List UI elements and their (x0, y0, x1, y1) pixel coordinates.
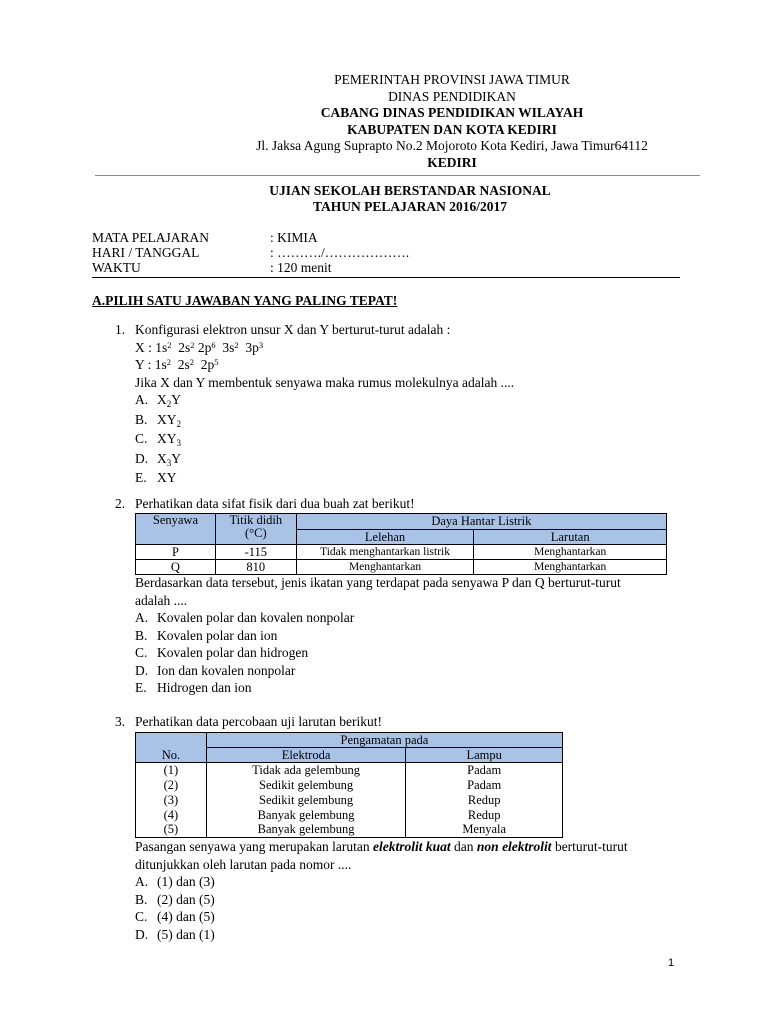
superscript: 6 (211, 339, 216, 350)
cell-lelehan: Menghantarkan (296, 560, 474, 575)
letterhead-line2: DINAS PENDIDIKAN (388, 88, 516, 104)
header-lelehan: Lelehan (296, 530, 474, 545)
table-row (136, 545, 667, 560)
superscript: 2 (190, 339, 195, 350)
question-emphasis: elektrolit kuat (373, 839, 451, 854)
option-text: Kovalen polar dan kovalen nonpolar (157, 610, 355, 625)
superscript: 2 (189, 357, 195, 367)
question-text: Jika X dan Y membentuk senyawa maka rumus molekulnya adalah .... (135, 374, 515, 390)
cell-lampu: Redup (406, 793, 563, 808)
option-text: $X_3Y$ (157, 450, 181, 468)
option-text: $X_2Y$ (157, 392, 181, 409)
option-letter: B. (135, 411, 148, 427)
question-number: 1. (115, 322, 126, 337)
cell-lelehan: Tidak menghantarkan listrik (296, 545, 474, 560)
option-b[interactable] (135, 627, 680, 645)
info-divider (92, 277, 680, 278)
cell-elektroda: Banyak gelembung (206, 823, 406, 838)
question-number: 3. (115, 714, 126, 729)
superscript: 2 (166, 357, 172, 367)
option-c[interactable] (135, 644, 680, 662)
header-pengamatan: Pengamatan pada (206, 733, 562, 748)
letterhead-line3: CABANG DINAS PENDIDIKAN WILAYAH (320, 105, 584, 120)
section-a-heading: A.PILIH SATU JAWABAN YANG PALING TEPAT! (92, 293, 398, 308)
question-number: 2. (115, 496, 126, 511)
option-text: XY (157, 470, 177, 485)
option-letter: E. (135, 470, 147, 485)
question-text-part: Pasangan senyawa yang merupakan larutan (135, 839, 374, 854)
config-term: 2p (197, 339, 212, 355)
config-term: 3p (245, 339, 259, 355)
table-row (136, 808, 563, 823)
option-letter: D. (135, 662, 149, 678)
option-text: Kovalen polar dan hidrogen (157, 645, 309, 660)
cell-elektroda: Sedikit gelembung (206, 778, 406, 793)
letterhead-line1: PEMERINTAH PROVINSI JAWA TIMUR (334, 72, 570, 87)
option-a[interactable] (135, 873, 680, 891)
config-y-prefix: Y : 1s (135, 357, 167, 372)
letterhead-address: Jl. Jaksa Agung Suprapto No.2 Mojoroto Kota Kediri, Jawa Timur64112 (256, 138, 648, 153)
exam-title-block (95, 183, 725, 215)
letterhead-line4: KABUPATEN DAN KOTA KEDIRI (347, 121, 557, 137)
option-letter: D. (135, 926, 149, 942)
option-letter: D. (135, 450, 149, 466)
cell-titik: 810 (215, 560, 296, 575)
cell-senyawa: Q (136, 560, 216, 575)
cell-larutan: Menghantarkan (474, 545, 667, 560)
config-term: 2p (200, 357, 215, 372)
option-b[interactable] (135, 411, 680, 431)
config-x-prefix: X : 1s (135, 339, 168, 355)
option-letter: B. (135, 891, 148, 907)
cell-elektroda: Banyak gelembung (206, 808, 406, 823)
cell-no: (5) (136, 823, 207, 838)
question-stem: Konfigurasi elektron unsur X dan Y berturut-turut adalah : (135, 322, 451, 337)
option-letter: A. (135, 610, 149, 625)
config-x (135, 339, 680, 357)
question-emphasis: non elektrolit (476, 839, 552, 854)
header-daya-hantar: Daya Hantar Listrik (296, 514, 666, 530)
option-text: $XY_2$ (157, 411, 181, 429)
header-titik-didih (215, 514, 296, 545)
option-text: $XY_3$ (157, 431, 181, 448)
letterhead-city: KEDIRI (427, 154, 477, 170)
config-term: 2s (178, 339, 191, 355)
info-value: : ………./………………. (270, 245, 410, 260)
option-e[interactable] (135, 469, 680, 487)
superscript: 3 (258, 339, 264, 350)
cell-titik: -115 (215, 545, 296, 560)
option-text: (5) dan (1) (157, 926, 215, 942)
info-row-date (92, 245, 409, 260)
exam-title: UJIAN SEKOLAH BERSTANDAR NASIONAL (269, 183, 551, 198)
option-text: Ion dan kovalen nonpolar (157, 662, 296, 678)
table-row (136, 763, 563, 778)
q3-data-table (135, 732, 563, 838)
superscript: 2 (167, 339, 172, 350)
cell-no: (3) (136, 793, 207, 808)
exam-year: TAHUN PELAJARAN 2016/2017 (312, 199, 507, 214)
cell-larutan: Menghantarkan (474, 560, 667, 575)
cell-lampu: Menyala (406, 823, 563, 838)
info-label: WAKTU (92, 260, 141, 275)
config-y (135, 356, 680, 374)
option-letter: C. (135, 431, 148, 446)
info-row-subject (92, 230, 409, 245)
option-b[interactable] (135, 891, 680, 909)
letterhead-divider (95, 175, 700, 176)
info-value: : 120 menit (270, 260, 332, 275)
exam-info (92, 230, 409, 275)
option-text: (1) dan (3) (157, 874, 215, 889)
table-row (136, 778, 563, 793)
option-text: (4) dan (5) (157, 909, 215, 924)
table-row (136, 823, 563, 838)
option-d[interactable] (135, 926, 680, 944)
option-a[interactable] (135, 609, 680, 627)
question-text-part: dan (450, 839, 477, 854)
cell-lampu: Redup (406, 808, 563, 823)
info-label: MATA PELAJARAN (92, 230, 210, 245)
question-stem: Perhatikan data percobaan uji larutan berikut! (135, 714, 383, 729)
cell-lampu: Padam (406, 763, 563, 778)
cell-no: (4) (136, 808, 207, 823)
config-term: 3s (222, 339, 235, 355)
option-text: (2) dan (5) (157, 891, 215, 907)
option-text: Kovalen polar dan ion (157, 627, 278, 643)
header-larutan: Larutan (474, 530, 667, 545)
q2-data-table (135, 513, 667, 575)
cell-no: (2) (136, 778, 207, 793)
question-text (135, 838, 655, 873)
question-text: Berdasarkan data tersebut, jenis ikatan yang terdapat pada senyawa P dan Q berturut-turut adalah .... (135, 575, 621, 608)
info-row-time (92, 260, 409, 275)
letterhead (222, 72, 682, 171)
option-letter: A. (135, 874, 149, 889)
cell-elektroda: Sedikit gelembung (206, 793, 406, 808)
option-c[interactable] (135, 908, 680, 926)
question-stem: Perhatikan data sifat fisik dari dua buah zat berikut! (135, 496, 415, 511)
header-titik-label: Titik didih (229, 513, 283, 527)
superscript: 2 (234, 339, 239, 350)
cell-senyawa: P (136, 545, 216, 560)
option-letter: B. (135, 627, 148, 643)
cell-elektroda: Tidak ada gelembung (206, 763, 406, 778)
option-a[interactable] (135, 391, 680, 411)
info-label: HARI / TANGGAL (92, 245, 200, 260)
page-number: 1 (668, 957, 675, 969)
header-elektroda: Elektroda (206, 748, 406, 763)
header-no: No. (136, 733, 207, 763)
superscript: 5 (214, 357, 219, 367)
cell-lampu: Padam (406, 778, 563, 793)
option-letter: C. (135, 909, 148, 924)
option-text: Hidrogen dan ion (157, 680, 252, 695)
cell-no: (1) (136, 763, 207, 778)
config-term: 2s (177, 357, 190, 372)
option-d[interactable] (135, 662, 680, 680)
table-row (136, 793, 563, 808)
option-letter: A. (135, 392, 149, 407)
table-row (136, 560, 667, 575)
header-senyawa: Senyawa (136, 514, 216, 545)
header-lampu: Lampu (406, 748, 563, 763)
option-letter: E. (135, 680, 147, 695)
option-d[interactable] (135, 450, 680, 470)
question-text-part: berturut-turut ditunjukkan oleh larutan pada nomor .... (135, 839, 628, 872)
info-value: : KIMIA (270, 230, 318, 245)
option-e[interactable] (135, 679, 680, 697)
option-letter: C. (135, 645, 148, 660)
option-c[interactable] (135, 430, 680, 450)
header-titik-unit: (°C) (244, 526, 267, 540)
